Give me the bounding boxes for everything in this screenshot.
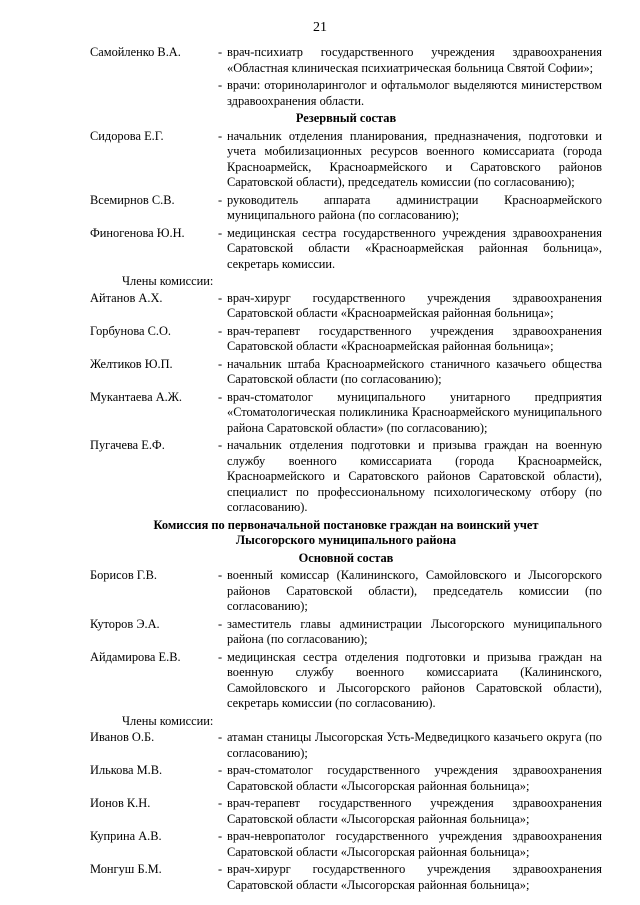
list-item (90, 796, 602, 827)
person-name: Айтанов А.Х. (90, 290, 163, 305)
person-position: врач-невропатолог государственного учреждения здравоохранения Саратовской области «Лысогорская районная больница»; (227, 829, 602, 859)
person-name: Желтиков Ю.П. (90, 356, 173, 371)
list-item (90, 193, 602, 224)
list-item (90, 291, 602, 322)
person-name: Пугачева Е.Ф. (90, 438, 165, 452)
list-item (90, 730, 602, 761)
person-position: военный комиссар (Калининского, Самойловского и Лысогорского районов Саратовской области), председатель комиссии (по согласованию); (227, 568, 602, 613)
dash: - (218, 323, 223, 338)
person-name: Иванов О.Б. (90, 730, 155, 744)
person-position: начальник штаба Красноармейского станичного казачьего общества Саратовской области (по согласованию); (227, 356, 602, 386)
dash: - (218, 730, 223, 744)
person-position: заместитель главы администрации Лысогорского муниципального района (по согласованию); (227, 616, 602, 646)
person-position: начальник отделения планирования, предназначения, подготовки и учета мобилизационных ресурсов военного комиссариата (города Красноармейск, Красноармейского и Саратовского районов Саратовской области), председатель комиссии (по согласованию); (227, 128, 602, 189)
list-item (90, 862, 602, 893)
person-name: Горбунова С.О. (90, 323, 172, 338)
person-position: врач-терапевт государственного учреждения здравоохранения Саратовской области «Красноармейская районная больница»; (227, 323, 602, 353)
dash: - (218, 225, 223, 240)
dash: - (218, 616, 223, 631)
dash: - (218, 78, 223, 92)
list-item (90, 390, 602, 437)
person-name: Куприна А.В. (90, 829, 162, 843)
list-item (90, 650, 602, 712)
commission-title-line: Комиссия по первоначальной постановке граждан на воинский учет (153, 517, 539, 532)
dash: - (218, 763, 223, 777)
members-label: Члены комиссии: (122, 274, 214, 288)
person-position: врач-хирург государственного учреждения здравоохранения Саратовской области «Лысогорская районная больница»; (227, 862, 602, 892)
dash: - (218, 862, 223, 876)
person-position: врач-стоматолог государственного учреждения здравоохранения Саратовской области «Лысогорская районная больница»; (227, 763, 602, 793)
person-position: врач-терапевт государственного учреждения здравоохранения Саратовской области «Лысогорская районная больница»; (227, 796, 602, 826)
person-name: Сидорова Е.Г. (90, 128, 164, 143)
list-item (90, 438, 602, 516)
note-text: врачи: оториноларинголог и офтальмолог выделяются министерством здравоохранения области. (227, 78, 602, 108)
list-item (90, 357, 602, 388)
person-name: Илькова М.В. (90, 763, 163, 777)
page-number: 21 (313, 20, 327, 35)
dash: - (218, 829, 223, 843)
dash: - (218, 649, 223, 664)
dash: - (218, 192, 223, 207)
person-name: Айдамирова Е.В. (90, 649, 181, 664)
list-item (90, 324, 602, 355)
person-name: Всемирнов С.В. (90, 192, 175, 207)
person-name: Монгуш Б.М. (90, 862, 162, 876)
list-item (90, 763, 602, 794)
list-item (90, 45, 602, 76)
dash: - (218, 389, 223, 404)
commission-title-line: Лысогорского муниципального района (235, 533, 457, 547)
list-item (90, 829, 602, 860)
person-name: Финогенова Ю.Н. (90, 225, 185, 240)
person-name: Ионов К.Н. (90, 796, 151, 810)
person-position: врач-стоматолог муниципального унитарного предприятия «Стоматологическая поликлиника Красноармейского муниципального района Саратовской области» (по согласованию); (227, 389, 602, 435)
person-position: врач-хирург государственного учреждения здравоохранения Саратовской области «Красноармейская районная больница»; (227, 290, 602, 320)
list-item (90, 226, 602, 273)
person-name: Мукантаева А.Ж. (90, 389, 182, 404)
list-item (90, 617, 602, 648)
dash: - (218, 438, 223, 452)
note-row (90, 78, 602, 109)
dash: - (218, 356, 223, 371)
person-name: Борисов Г.В. (90, 568, 158, 582)
person-position: атаман станицы Лысогорская Усть-Медведицкого казачьего округа (по согласованию); (227, 730, 602, 760)
person-position: руководитель аппарата администрации Красноармейского муниципального района (по согласованию); (227, 192, 602, 222)
dash: - (218, 290, 223, 305)
reserve-title: Резервный состав (295, 111, 397, 125)
person-position: медицинская сестра отделения подготовки и призыва граждан на военную службу военного комиссариата (Калининского, Самойловского и Лысогорского районов Саратовской области), секретарь комиссии (по согласованию). (227, 649, 602, 710)
main-composition-title: Основной состав (298, 550, 394, 565)
person-name: Самойленко В.А. (90, 45, 181, 59)
person-position: начальник отделения подготовки и призыва граждан на военную службу военного комиссариата (города Красноармейск, Красноармейского и Саратовского районов Саратовской области), специалист по профессиональному психологическому отбору (по согласованию). (227, 438, 602, 514)
dash: - (218, 568, 223, 582)
list-item (90, 568, 602, 615)
commission-title (90, 518, 602, 549)
list-item (90, 129, 602, 191)
members-label: Члены комиссии: (122, 713, 214, 728)
dash: - (218, 796, 223, 810)
person-position: медицинская сестра государственного учреждения здравоохранения Саратовской области «Красноармейская районная больница», секретарь комиссии. (227, 225, 602, 271)
person-position: врач-психиатр государственного учреждения здравоохранения «Областная клиническая психиатрическая больница Святой Софии»; (227, 45, 602, 75)
person-name: Куторов Э.А. (90, 616, 160, 631)
dash: - (218, 45, 223, 59)
document-body (90, 45, 602, 895)
dash: - (218, 128, 223, 143)
